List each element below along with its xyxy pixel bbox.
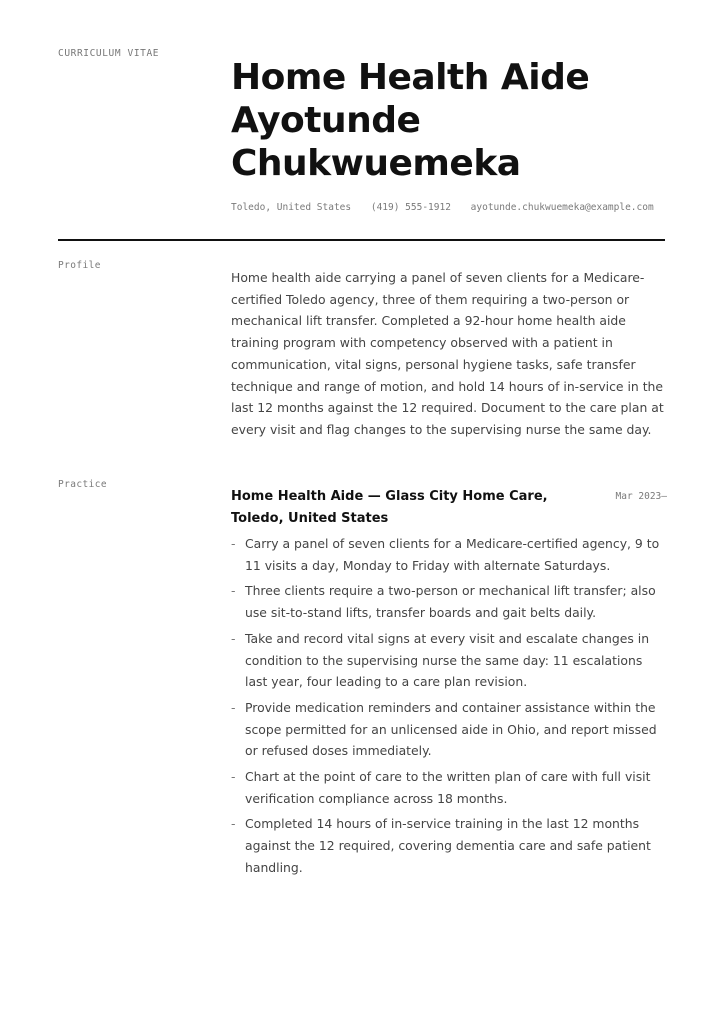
bullet-text: Three clients require a two-person or mechanical lift transfer; also use sit-to-stand lifts, transfer boards and gait belts daily. [245,583,656,621]
title-line: Ayotunde [231,100,421,141]
job-date: Mar 2023– [615,491,667,502]
title-line: Home Health Aide [231,57,590,98]
list-item [231,628,667,693]
list-item [231,533,667,576]
bullet-text: Carry a panel of seven clients for a Medicare-certified agency, 9 to 11 visits a day, Monday to Friday with alternate Saturdays. [245,536,660,573]
contact-email: ayotunde.chukwuemeka@example.com [470,202,654,213]
list-item [231,580,667,623]
document-kicker: CURRICULUM VITAE [58,48,160,59]
profile-section-label: Profile [58,260,101,271]
bullet-dash: - [231,583,236,599]
profile-summary: Home health aide carrying a panel of seven clients for a Medicare-certified Toledo agency, three of them requiring a two-person or mechanical lift transfer. Completed a 92-hour home health aide training program with competency observed with a patient in communication, vital signs, personal hygiene tasks, safe transfer technique and range of motion, and hold 14 hours of in-service in the last 12 months against the 12 required. Document to the care plan at every visit and flag changes to the supervising nurse the same day. [231,270,664,437]
contact-location: Toledo, United States [231,202,352,213]
job-header [231,486,665,529]
list-item [231,766,667,809]
job-bullet-list [231,533,667,883]
bullet-dash: - [231,699,236,715]
contact-line [231,202,654,213]
bullet-text: Provide medication reminders and container assistance within the scope permitted for an unlicensed aide in Ohio, and report missed or refused doses immediately. [245,699,657,759]
title-line: Chukwuemeka [231,143,521,184]
list-item [231,697,667,762]
bullet-text: Chart at the point of care to the written plan of care with full visit verification compliance across 18 months. [245,769,651,806]
bullet-dash: - [231,536,236,551]
job-title: Home Health Aide — Glass City Home Care, Toledo, United States [231,489,548,526]
list-item [231,813,667,878]
page-title [231,56,671,185]
bullet-text: Completed 14 hours of in-service training in the last 12 months against the 12 required, covering dementia care and safe patient handling. [245,816,651,875]
contact-phone: (419) 555-1912 [370,202,451,213]
practice-section-label: Practice [58,479,107,490]
bullet-text: Take and record vital signs at every visit and escalate changes in condition to the supervising nurse the same day: 11 escalations last year, four leading to a care plan revision. [245,630,650,690]
bullet-dash: - [231,630,236,646]
bullet-dash: - [231,769,236,785]
header-divider [58,239,665,241]
bullet-dash: - [231,816,236,832]
